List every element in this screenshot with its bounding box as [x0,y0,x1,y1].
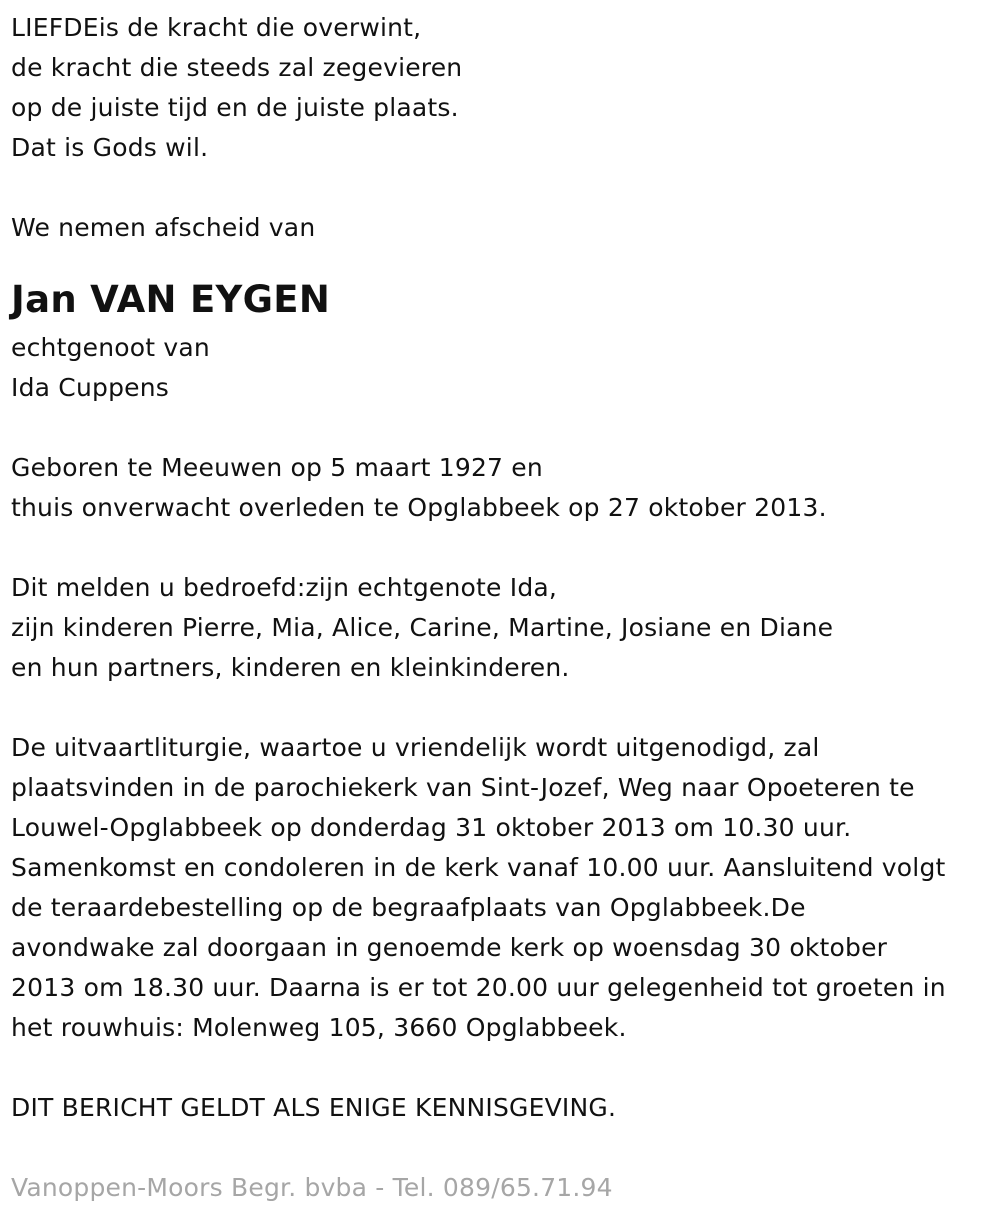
poem-line: Dat is Gods wil. [11,133,209,162]
service-details [11,728,996,1048]
relation-text: echtgenoot van [11,333,210,362]
notice-text: DIT BERICHT GELDT ALS ENIGE KENNISGEVING. [11,1093,617,1122]
service-line: plaatsvinden in de parochiekerk van Sint-Jozef, Weg naar Opoeteren te [11,773,915,802]
poem [11,8,996,168]
poem-line: LIEFDEis de kracht die overwint, [11,13,422,42]
service-line: Samenkomst en condoleren in de kerk vanaf 10.00 uur. Aansluitend volgt [11,853,946,882]
service-line: Louwel-Opglabbeek op donderdag 31 oktober 2013 om 10.30 uur. [11,813,852,842]
poem-line: de kracht die steeds zal zegevieren [11,53,463,82]
spacer [11,248,996,272]
life-dates [11,448,996,528]
obituary-document [11,8,996,1208]
service-line: de teraardebestelling op de begraafplaats van Opglabbeek.De [11,893,806,922]
spacer [11,1128,996,1168]
spouse-name: Ida Cuppens [11,373,169,402]
service-line: 2013 om 18.30 uur. Daarna is er tot 20.00 uur gelegenheid tot groeten in [11,973,946,1002]
intro-text: We nemen afscheid van [11,213,316,242]
service-line: avondwake zal doorgaan in genoemde kerk op woensdag 30 oktober [11,933,888,962]
deceased-name: Jan VAN EYGEN [11,278,331,321]
spacer [11,168,996,208]
family-line: Dit melden u bedroefd:zijn echtgenote Ida, [11,573,558,602]
spacer [11,1048,996,1088]
service-line: De uitvaartliturgie, waartoe u vriendelijk wordt uitgenodigd, zal [11,733,820,762]
funeral-home-footer: Vanoppen-Moors Begr. bvba - Tel. 089/65.71.94 [11,1173,613,1202]
service-line: het rouwhuis: Molenweg 105, 3660 Opglabbeek. [11,1013,627,1042]
spacer [11,528,996,568]
spacer [11,408,996,448]
spacer [11,688,996,728]
family-line: zijn kinderen Pierre, Mia, Alice, Carine, Martine, Josiane en Diane [11,613,834,642]
death-line: thuis onverwacht overleden te Opglabbeek op 27 oktober 2013. [11,493,827,522]
family-line: en hun partners, kinderen en kleinkinderen. [11,653,570,682]
poem-line: op de juiste tijd en de juiste plaats. [11,93,459,122]
family-announcement [11,568,996,688]
birth-line: Geboren te Meeuwen op 5 maart 1927 en [11,453,543,482]
